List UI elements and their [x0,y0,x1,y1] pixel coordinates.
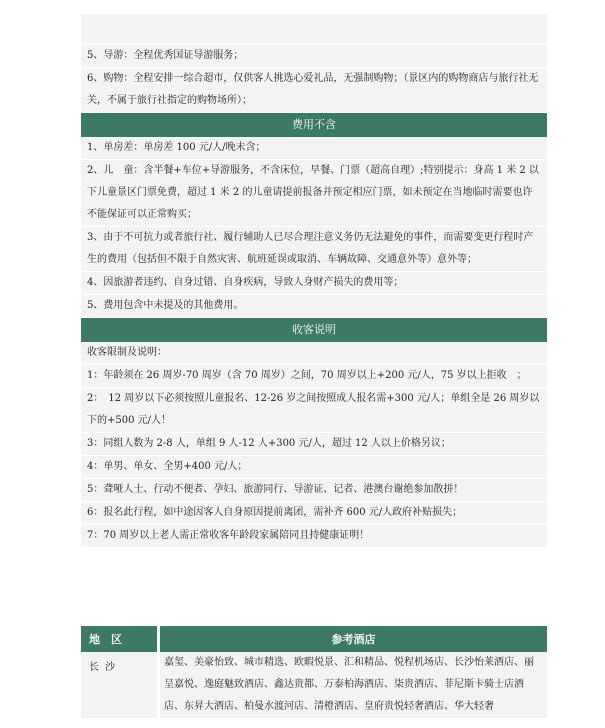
guest-rule-4: 4：单男、单女、全男+400 元/人； [81,456,547,479]
included-item-6: 6、购物：全程安排一综合超市，仅供客人挑选心爱礼品，无强制购物；（景区内的购物商店与旅行社无关，不属于旅行社指定的购物场所）； [81,68,547,113]
guest-intro: 收客限制及说明： [81,342,547,365]
hotel-list-cell: 嘉玺、美豪怡致、城市精选、欧暇悦景、汇和精品、悦程机场店、长沙怡莱酒店、丽呈嘉悦、逸庭魅致酒店、鑫达贵都、万泰柏海酒店、柒贵酒店、菲尼斯卡骑士店酒店、东昇大酒店、柏曼水渡河店、清橙酒店、皇府贵悦轻奢酒店、华大轻奢 [159,652,548,718]
guest-rule-3: 3：同组人数为 2-8 人，单组 9 人-12 人+300 元/人，超过 12 人以上价格另议； [81,433,547,456]
excluded-item-5: 5、费用包含中未提及的其他费用。 [81,295,547,318]
region-cell: 长沙 [81,652,159,718]
excluded-item-2: 2、儿 童：含半餐+车位+导游服务，不含床位，早餐、门票（超高自理）;特别提示：身高 1 米 2 以下儿童景区门票免费，超过 1 米 2 的儿童请提前报备并预定相应门票，如未预定在当地临时需要也许不能保证可以正常购买； [81,160,547,227]
column-header-hotel: 参考酒店 [159,626,548,652]
top-blank-row [81,14,547,45]
table-row [81,652,547,718]
guest-rule-2: 2： 12 周岁以下必须按照儿童报名、12-26 岁之间按照成人报名需+300 元/人；单组全是 26 周岁以下的+500 元/人！ [81,388,547,433]
guest-rule-5: 5：聋哑人士、行动不便者、孕妇、旅游同行、导游证、记者、港澳台谢绝参加散拼！ [81,479,547,502]
included-item-5: 5、导游：全程优秀国证导游服务； [81,45,547,68]
section-header-guest: 收客说明 [81,318,547,342]
hotel-table-header [81,626,547,652]
guest-rule-7: 7：70 周岁以上老人需正常收客年龄段家属陪同且持健康证明！ [81,525,547,548]
excluded-item-3: 3、由于不可抗力或者旅行社、履行辅助人已尽合理注意义务仍无法避免的事件，而需要变更行程时产生的费用（包括但不限于自然灾害、航班延误或取消、车辆故障、交通意外等）意外等； [81,227,547,272]
guest-rule-6: 6：报名此行程，如中途因客人自身原因提前离团，需补齐 600 元/人政府补贴损失； [81,502,547,525]
hotel-table [81,626,547,718]
excluded-item-4: 4、因旅游者违约、自身过错、自身疾病，导致人身财产损失的费用等； [81,272,547,295]
guest-rule-1: 1：年龄须在 26 周岁-70 周岁（含 70 周岁）之间，70 周岁以上+200 元/人，75 岁以上拒收 ； [81,365,547,388]
column-header-region: 地 区 [81,626,159,652]
excluded-item-1: 1、单房差：单房差 100 元/人/晚未含； [81,137,547,160]
document-body [81,14,547,548]
section-header-excluded: 费用不含 [81,113,547,137]
